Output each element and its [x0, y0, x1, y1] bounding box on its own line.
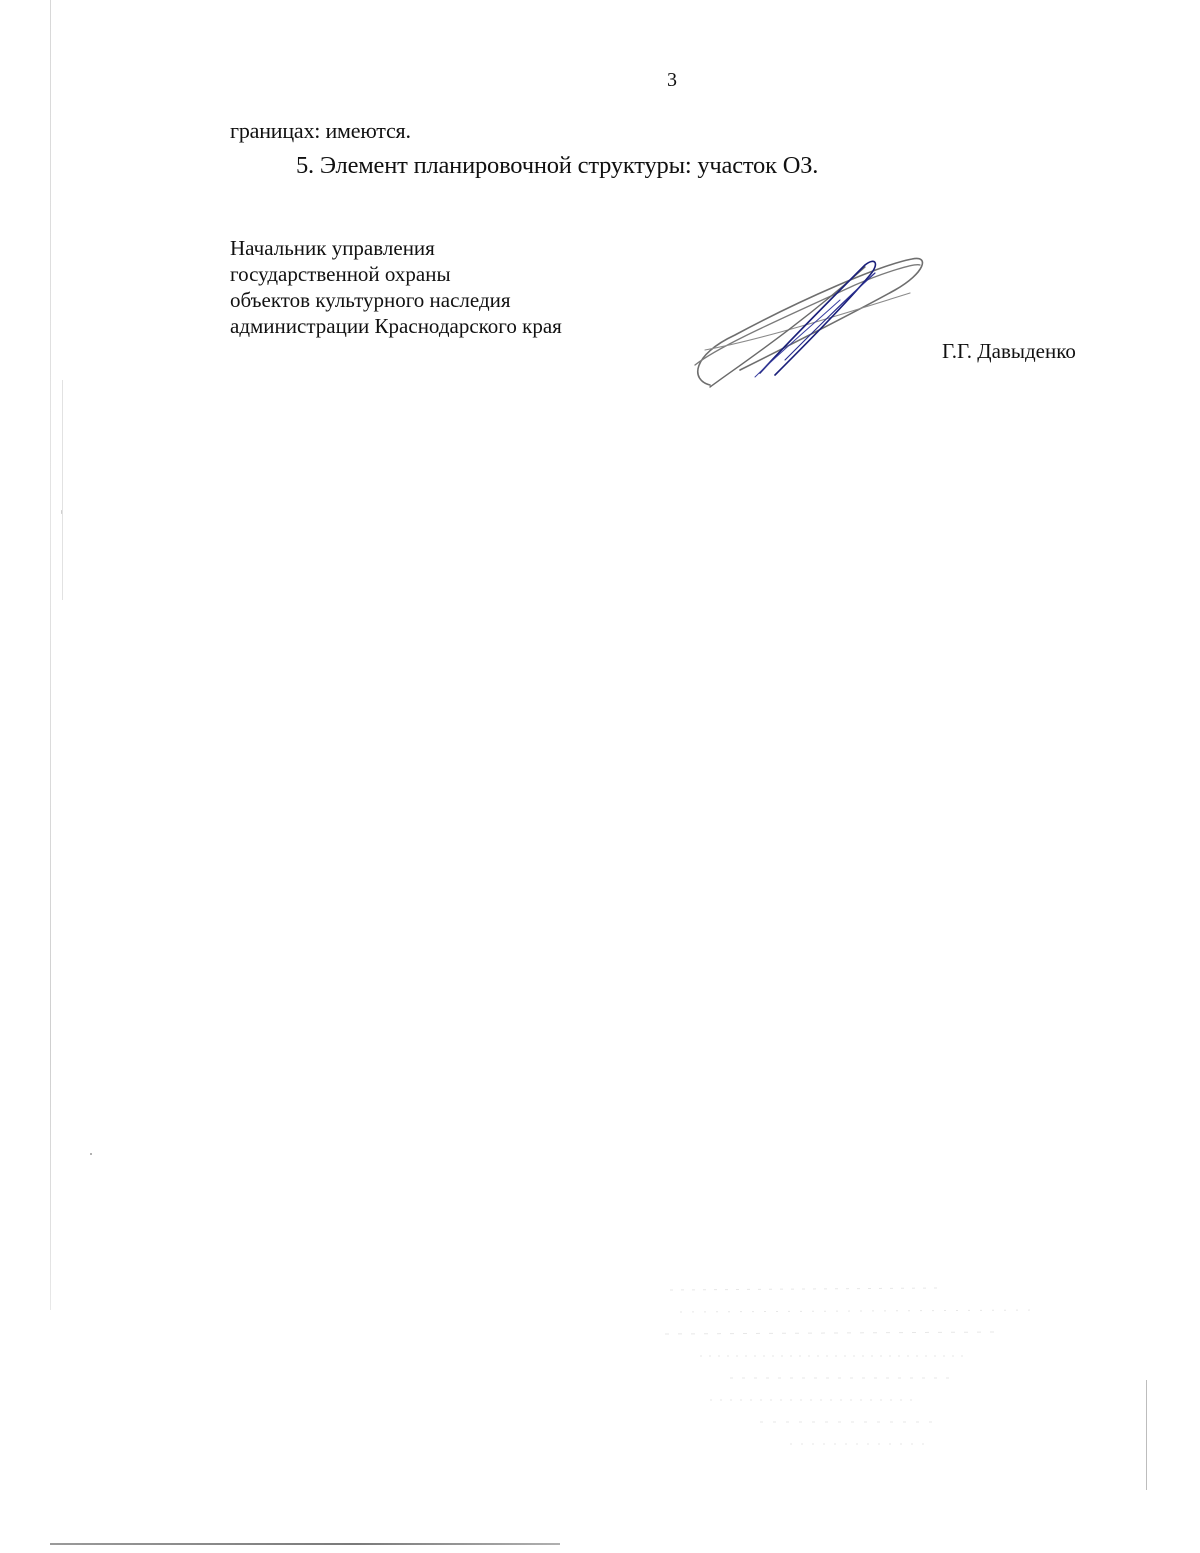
- signer-title-line: администрации Краснодарского края: [230, 314, 562, 338]
- signer-title: [230, 235, 562, 339]
- handwritten-signature-icon: [680, 245, 940, 400]
- scan-speck: [61, 510, 62, 514]
- signer-title-line: государственной охраны: [230, 262, 451, 286]
- scan-edge-right: [1146, 1380, 1147, 1490]
- signer-title-line: объектов культурного наследия: [230, 288, 511, 312]
- scan-speck: [90, 1153, 92, 1155]
- signer-name: Г.Г. Давыденко: [942, 339, 1076, 363]
- scan-edge-left-secondary: [62, 380, 63, 600]
- signer-title-line: Начальник управления: [230, 236, 435, 260]
- body-line-2: 5. Элемент планировочной структуры: участок ОЗ.: [296, 152, 819, 179]
- scan-edge-left: [50, 0, 51, 1310]
- stamp-bleed-through: [640, 1270, 1100, 1470]
- scan-edge-bottom: [50, 1543, 560, 1545]
- body-line-1: границах: имеются.: [230, 118, 411, 143]
- page-number: 3: [667, 69, 677, 91]
